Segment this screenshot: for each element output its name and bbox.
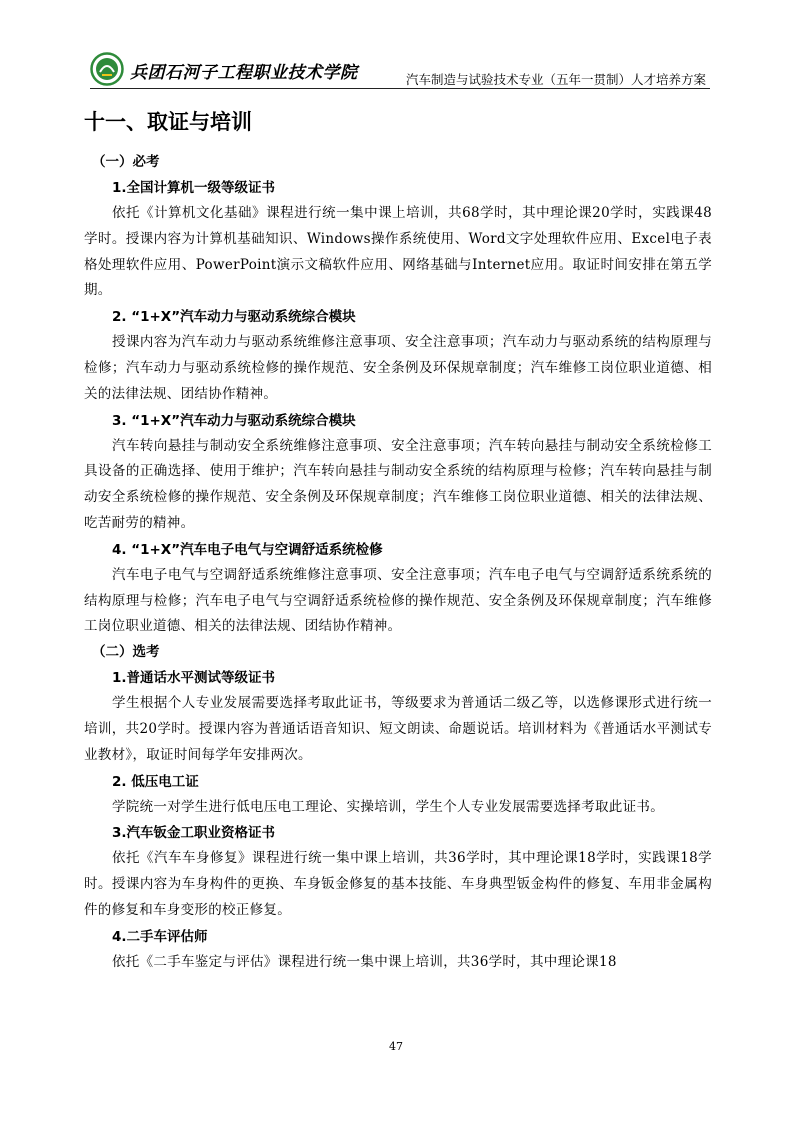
item-title: 3. “1+X”汽车动力与驱动系统综合模块: [112, 412, 356, 429]
item-title: 2. 低压电工证: [112, 773, 199, 790]
page-content: [84, 106, 712, 976]
school-logo-icon: [90, 52, 124, 86]
item-text: 依托《二手车鉴定与评估》课程进行统一集中课上培训，共36学时，其中理论课18: [112, 953, 617, 970]
item-text: 学生根据个人专业发展需要选择考取此证书，等级要求为普通话二级乙等，以选修课形式进行统一培训，共20学时。授课内容为普通话语音知识、短文朗读、命题说话。培训材料为《普通话水平测试专业教材》，取证时间每学年安排两次。: [84, 695, 712, 763]
page-number: 47: [389, 1040, 403, 1053]
item-text: 依托《汽车车身修复》课程进行统一集中课上培训，共36学时，其中理论课18学时，实践课18学时。授课内容为车身构件的更换、车身钣金修复的基本技能、车身典型钣金构件的修复、车用非金属构件的修复和车身变形的校正修复。: [84, 850, 712, 918]
item-text: 学院统一对学生进行低电压电工理论、实操培训，学生个人专业发展需要选择考取此证书。: [112, 798, 664, 815]
document-title: 汽车制造与试验技术专业（五年一贯制）人才培养方案: [405, 72, 706, 87]
item-text: 汽车电子电气与空调舒适系统维修注意事项、安全注意事项；汽车电子电气与空调舒适系统系统的结构原理与检修；汽车电子电气与空调舒适系统检修的操作规范、安全条例及环保规章制度；汽车维修工岗位职业道德、相关的法律法规、团结协作精神。: [84, 566, 712, 635]
section-heading-required: （一）必考: [92, 154, 160, 170]
section-heading-optional: （二）选考: [92, 644, 160, 661]
item-title: 1.全国计算机一级等级证书: [112, 180, 276, 196]
item-title: 3.汽车钣金工职业资格证书: [112, 825, 276, 842]
page-header: [90, 52, 710, 88]
item-title: 4.二手车评估师: [112, 928, 208, 945]
chapter-title: 十一、取证与培训: [84, 110, 252, 134]
school-name: 兵团石河子工程职业技术学院: [130, 63, 358, 83]
item-text: 依托《计算机文化基础》课程进行统一集中课上培训，共68学时，其中理论课20学时，实践课48学时。授课内容为计算机基础知识、Windows操作系统使用、Word文字处理软件应用、Excel电子表格处理软件应用、PowerPoint演示文稿软件应用、网络基础与Internet应用。取证时间安排在第五学期。: [84, 205, 712, 299]
item-title: 1.普通话水平测试等级证书: [112, 670, 276, 687]
item-text: 汽车转向悬挂与制动安全系统维修注意事项、安全注意事项；汽车转向悬挂与制动安全系统检修工具设备的正确选择、使用于维护；汽车转向悬挂与制动安全系统的结构原理与检修；汽车转向悬挂与制动安全系统检修的操作规范、安全条例及环保规章制度；汽车维修工岗位职业道德、相关的法律法规、吃苦耐劳的精神。: [84, 437, 712, 531]
item-text: 授课内容为汽车动力与驱动系统维修注意事项、安全注意事项；汽车动力与驱动系统的结构原理与检修；汽车动力与驱动系统检修的操作规范、安全条例及环保规章制度；汽车维修工岗位职业道德、相关的法律法规、团结协作精神。: [84, 334, 712, 402]
item-title: 2. “1+X”汽车动力与驱动系统综合模块: [112, 309, 356, 326]
header-divider: [90, 88, 710, 89]
item-title: 4. “1+X”汽车电子电气与空调舒适系统检修: [112, 541, 383, 558]
